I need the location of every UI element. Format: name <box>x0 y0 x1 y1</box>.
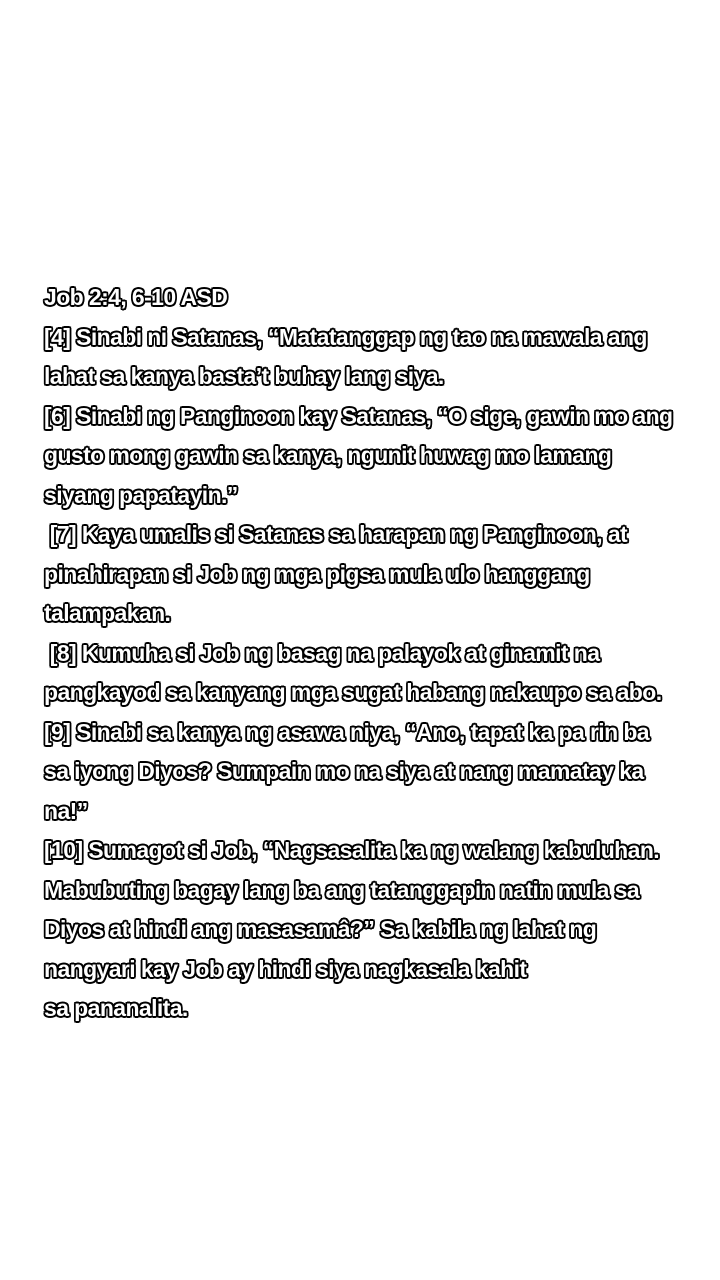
passage-line: [9] Sinabi sa kanya ng asawa niya, “Ano, tapat ka pa rin ba <box>44 718 649 745</box>
passage-line: pangkayod sa kanyang mga sugat habang nakaupo sa abo. <box>44 679 662 705</box>
passage-line: gusto mong gawin sa kanya, ngunit huwag mo lamang <box>44 442 612 468</box>
passage-line: [4] Sinabi ni Satanas, “Matatanggap ng tao na mawala ang <box>44 323 647 350</box>
passage-line: [7] Kaya umalis si Satanas sa harapan ng Panginoon, at <box>44 521 628 547</box>
passage-line: na!” <box>44 797 88 824</box>
passage-line: pinahirapan si Job ng mga pigsa mula ulo hanggang <box>44 560 590 587</box>
passage-line: nangyari kay Job ay hindi siya nagkasala kahit <box>44 955 527 982</box>
scripture-passage <box>44 278 704 1029</box>
passage-line: Mabubuting bagay lang ba ang tatanggapin natin mula sa <box>44 876 640 903</box>
passage-line: [8] Kumuha si Job ng basag na palayok at ginamit na <box>44 639 600 666</box>
passage-line: sa iyong Diyos? Sumpain mo na siya at nang mamatay ka <box>44 758 644 784</box>
passage-line: [10] Sumagot si Job, “Nagsasalita ka ng walang kabuluhan. <box>44 837 660 863</box>
passage-line: sa pananalita. <box>44 995 188 1021</box>
passage-line: siyang papatayin.” <box>44 481 238 508</box>
passage-line: talampakan. <box>44 600 171 626</box>
passage-reference: Job 2:4, 6-10 ASD <box>44 284 228 310</box>
passage-line: Diyos at hindi ang masasamâ?” Sa kabila ng lahat ng <box>44 916 597 942</box>
passage-line: lahat sa kanya basta’t buhay lang siya. <box>44 363 444 389</box>
passage-line: [6] Sinabi ng Panginoon kay Satanas, “O sige, gawin mo ang <box>44 402 673 429</box>
